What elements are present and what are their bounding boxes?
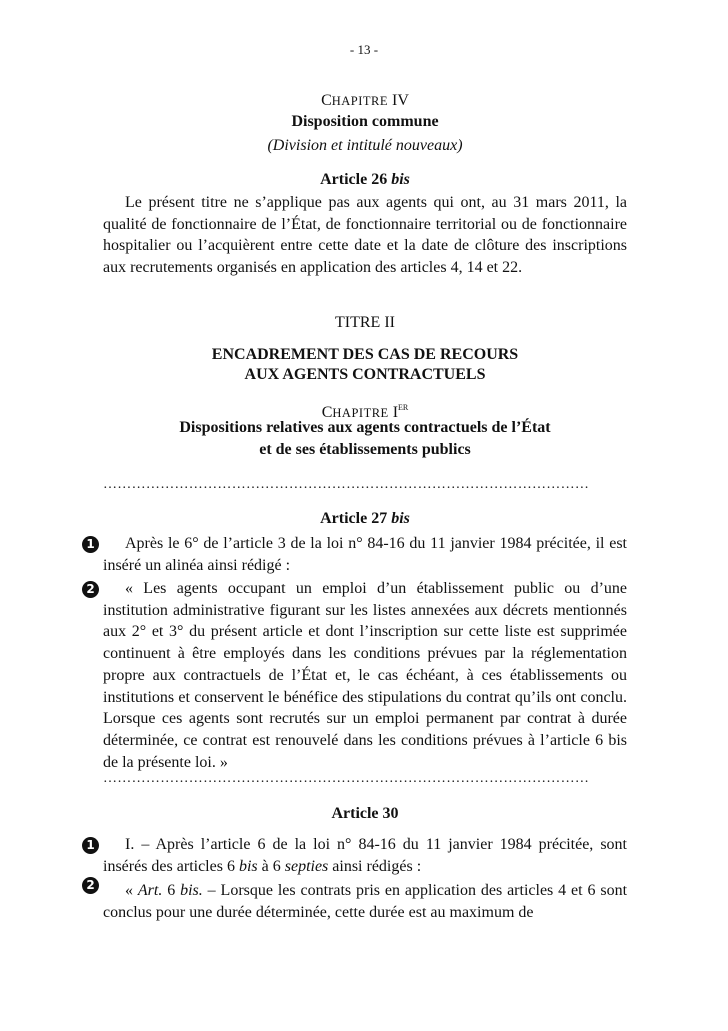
article-30-p2-num: 6 [162, 882, 181, 899]
article-30-p2-art: Art. [137, 882, 163, 899]
chapter-iv-numeral: IV [392, 92, 409, 109]
article-26bis-heading-text: Article 26 [320, 171, 388, 188]
chapter-iv-label-initial: C [321, 92, 332, 109]
article-30-paragraph-1 [103, 834, 627, 877]
article-26bis-heading [103, 169, 627, 191]
article-30-p2-quote: « [125, 882, 138, 899]
ellipsis-separator: ………………………………………………………………………………………… [103, 477, 590, 492]
article-30-heading: Article 30 [331, 805, 399, 822]
article-30-p1-septies: septies [284, 857, 329, 875]
alinea-marker-1: 1 [82, 536, 99, 553]
article-30-p1-bis: bis [238, 857, 258, 875]
article-30-p1-text-e: ainsi rédigés : [328, 857, 422, 875]
chapter-iv-label [103, 90, 627, 112]
chapter-i-title-line2: et de ses établissements publics [259, 441, 471, 458]
alinea-marker-4: 2 [82, 877, 99, 894]
alinea-marker-2: 2 [82, 581, 99, 598]
article-26bis-paragraph: Le présent titre ne s’applique pas aux agents qui ont, au 31 mars 2011, la qualité de fonctionnaire de l’État, de fonctionnaire territorial ou de fonctionnaire hospitalier ou l’acquièrent entre cette date et la date de clôture des inscriptions aux recrutements organisés en application des articles 4, 14 et 22. [103, 194, 627, 277]
article-26bis-heading-suffix: bis [391, 171, 410, 188]
article-27bis-heading [103, 508, 627, 530]
chapter-i-label-rest: HAPITRE [332, 406, 389, 420]
article-30-p2-text: – Lorsque les contrats pris en application des articles 4 et 6 sont conclus pour une durée déterminée, cette durée est au maximum de [103, 882, 628, 921]
chapter-i-numeral: I [392, 404, 399, 421]
chapter-i-numeral-sup: ER [398, 403, 409, 412]
title-ii-label: TITRE II [335, 314, 395, 331]
chapter-i-label-initial: C [321, 404, 333, 421]
alinea-marker-3: 1 [82, 837, 99, 854]
chapter-iv-note: (Division et intitulé nouveaux) [267, 137, 463, 154]
article-30-p1-text-c: à 6 [257, 857, 285, 875]
article-27bis-paragraph-2: « Les agents occupant un emploi d’un établissement public ou d’une institution administrative figurant sur les listes annexées aux décrets mentionnés aux 2° et 3° du présent article et dont l’inscription sur cette liste est supprimée continuent à être employés dans les conditions prévues par la réglementation propre aux contractuels de l’État et, le cas échéant, à ces établissements ou institutions et conservent le bénéfice des stipulations du contrat qu’ils ont conclu. Lorsque ces agents sont recrutés sur un emploi permanent par contrat à durée déterminée, ce contrat est renouvelé dans les conditions prévues à l’article 6 bis de la présente loi. » [103, 580, 627, 771]
article-30-p1-text-a: I. – Après l’article 6 de la loi n° 84-16 du 11 janvier 1984 précitée, sont insérés des articles 6 [103, 836, 627, 875]
title-ii-heading-line1: ENCADREMENT DES CAS DE RECOURS [211, 346, 519, 363]
title-ii-heading-line2: AUX AGENTS CONTRACTUELS [244, 366, 486, 383]
chapter-iv-label-rest: HAPITRE [331, 94, 389, 108]
article-27bis-heading-suffix: bis [391, 510, 410, 527]
article-27bis-heading-text: Article 27 [320, 510, 388, 527]
article-30-p2-bis: bis. [180, 882, 203, 899]
ellipsis-separator-2: ………………………………………………………………………………………… [103, 771, 590, 786]
article-30-paragraph-2 [103, 880, 627, 923]
chapter-i-title-line1: Dispositions relatives aux agents contractuels de l’État [179, 419, 551, 436]
chapter-iv-title: Disposition commune [291, 113, 439, 130]
article-27bis-paragraph-1: Après le 6° de l’article 3 de la loi n° 84-16 du 11 janvier 1984 précitée, il est inséré un alinéa ainsi rédigé : [103, 535, 627, 574]
page-number: - 13 - [349, 42, 379, 57]
